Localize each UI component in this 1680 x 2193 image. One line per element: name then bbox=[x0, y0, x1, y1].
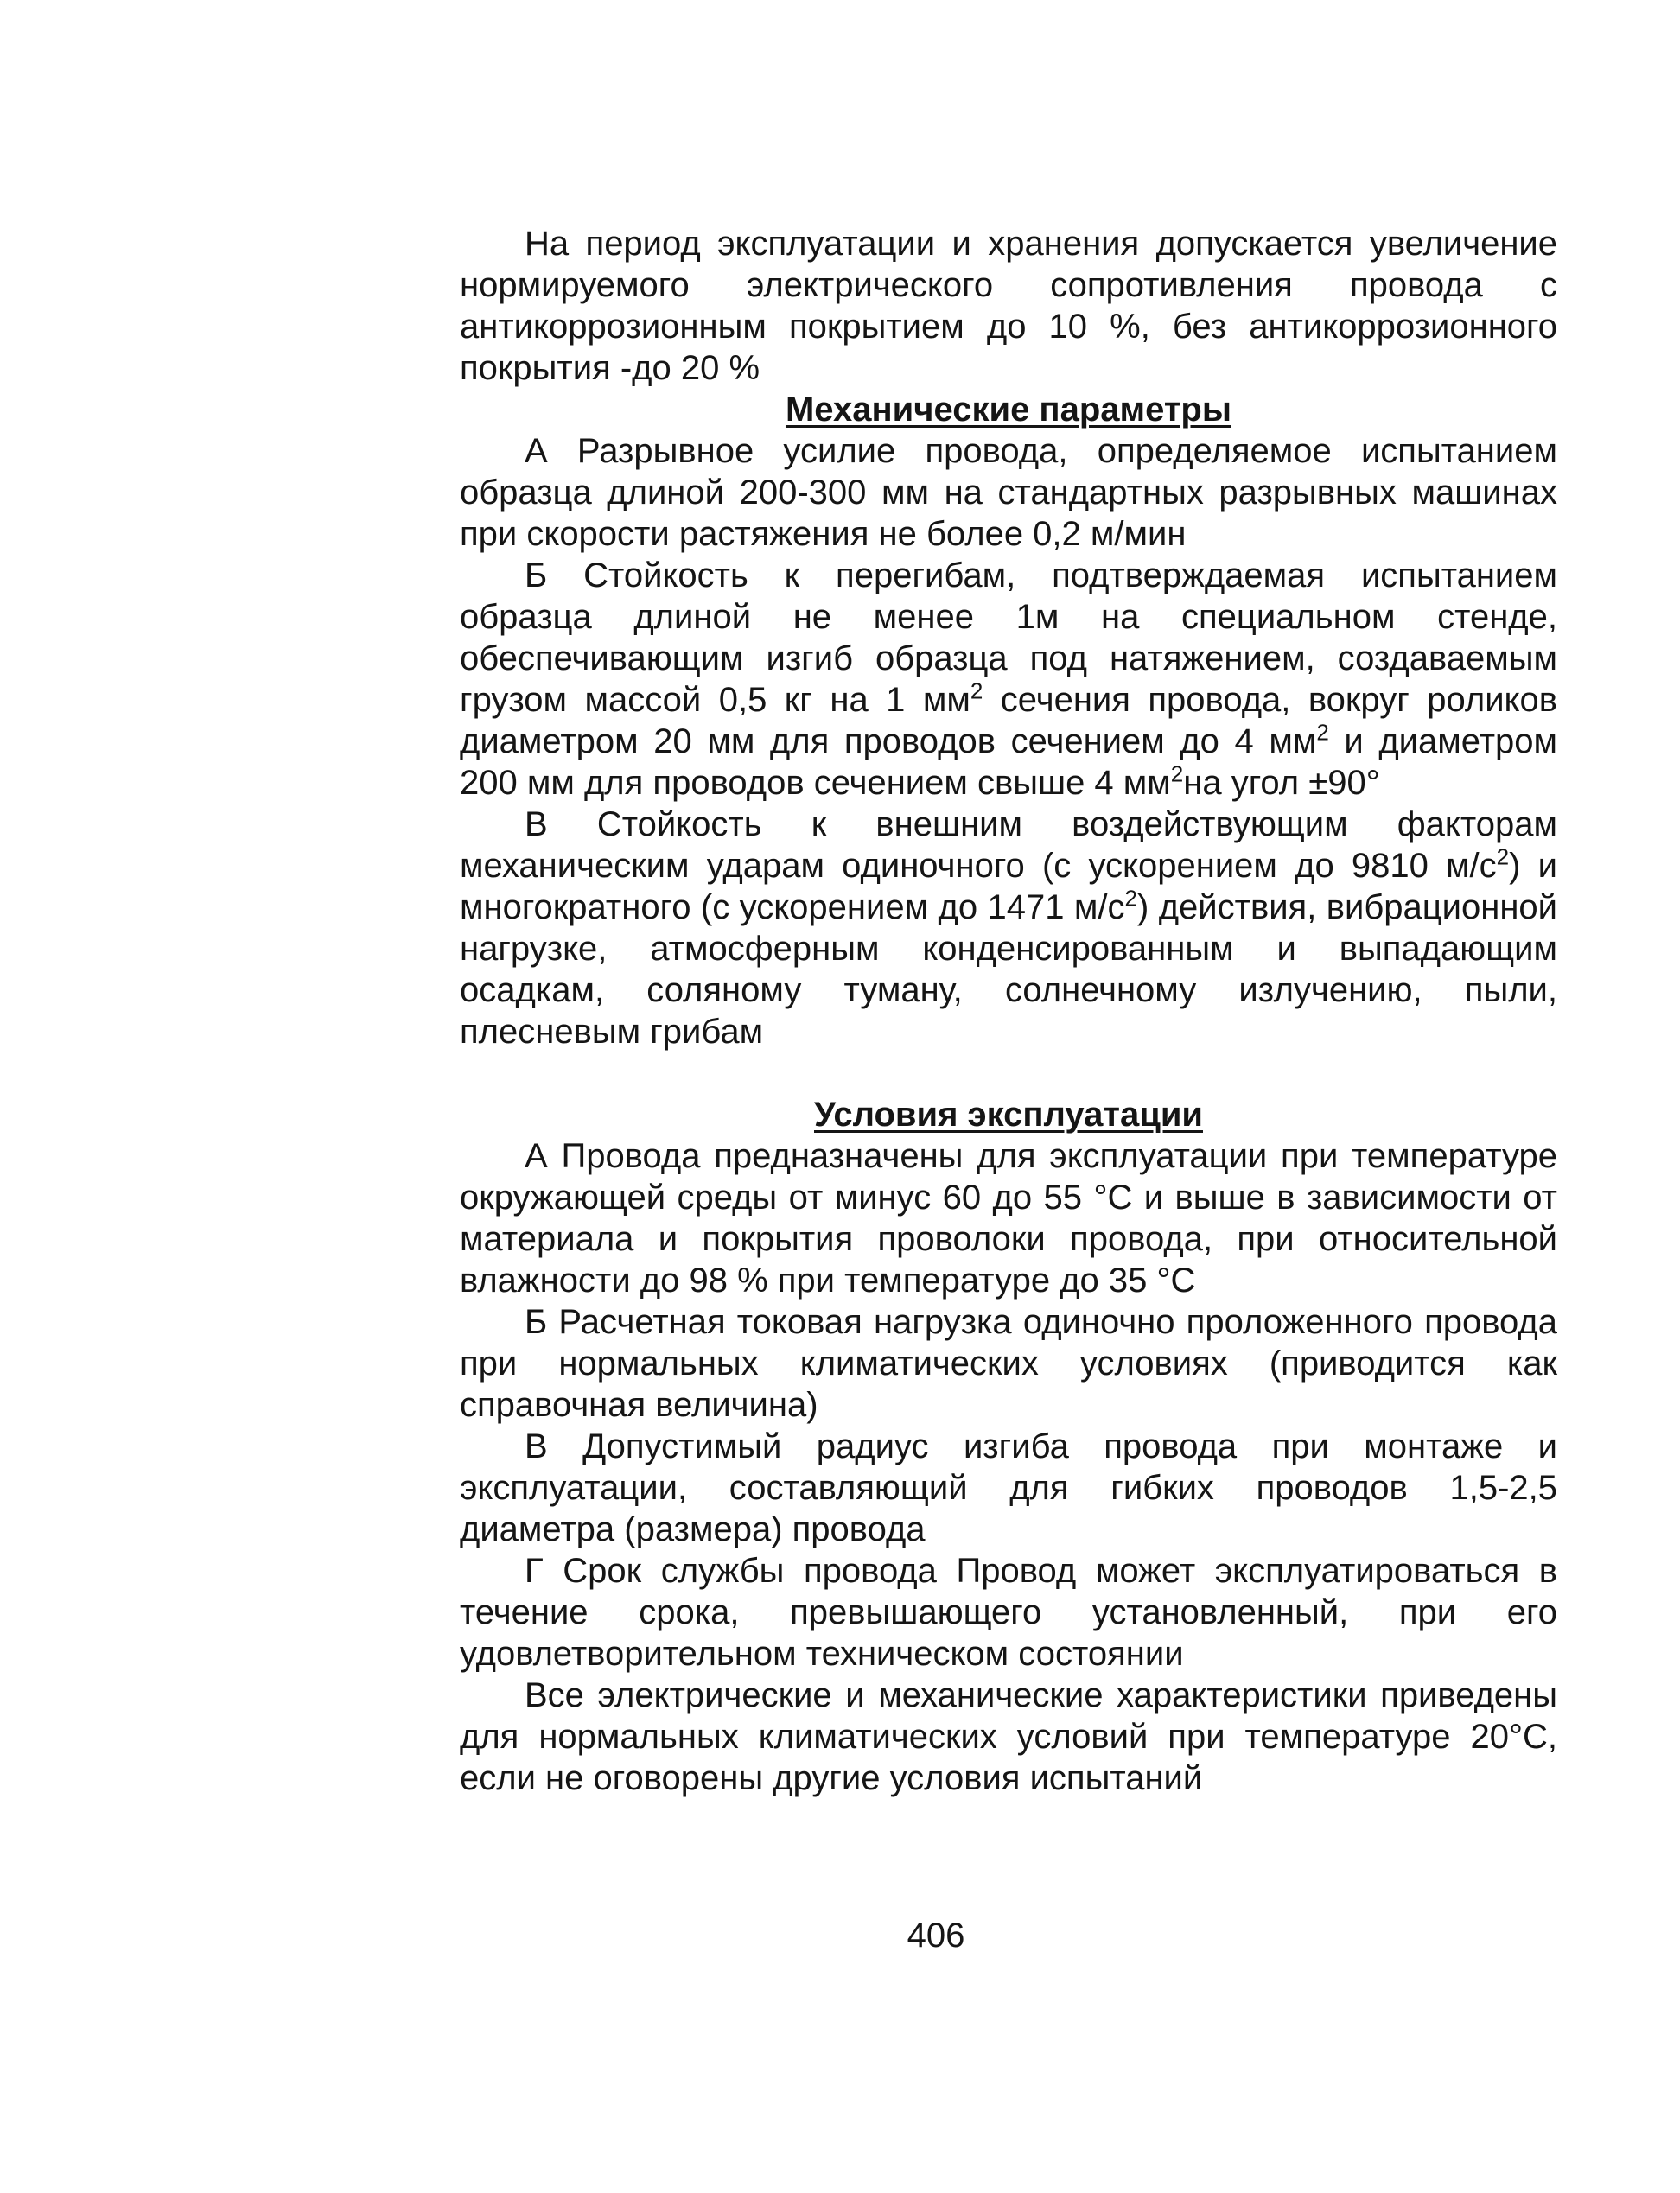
superscript: 2 bbox=[1170, 760, 1184, 787]
mechanical-item-v bbox=[460, 804, 1557, 1052]
section-gap bbox=[460, 1052, 1557, 1094]
operating-item-a: А Провода предназначены для эксплуатации при температуре окружающей среды от минус 60 до 55 °С и выше в зависимости от материала и покрытия проволоки провода, при относительной влажности до 98 % при температуре до 35 °С bbox=[460, 1137, 1557, 1300]
mechanical-item-b bbox=[460, 555, 1557, 804]
superscript: 2 bbox=[1124, 885, 1137, 912]
mechanical-item-b-text: Б Стойкость к перегибам, подтверждаемая испытанием образца длиной не менее 1м на специальном стенде, обеспечивающим изгиб образца под натяжением, создаваемым грузом массой 0,5 кг на 1 мм bbox=[460, 556, 1557, 719]
mechanical-item-v-text: ) и многократного (с ускорением до 1471 м/с bbox=[460, 847, 1557, 926]
document-page bbox=[460, 223, 1557, 1799]
closing-paragraph: Все электрические и механические характеристики приведены для нормальных климатических условий при температуре 20°С, если не оговорены другие условия испытаний bbox=[460, 1676, 1557, 1797]
mechanical-item-v-text: В Стойкость к внешним воздействующим факторам механическим ударам одиночного (с ускорением до 9810 м/с bbox=[460, 805, 1557, 885]
operating-item-v: В Допустимый радиус изгиба провода при монтаже и эксплуатации, составляющий для гибких проводов 1,5-2,5 диаметра (размера) провода bbox=[460, 1427, 1557, 1548]
mechanical-item-b-text: и диаметром 200 мм для проводов сечением свыше 4 мм bbox=[460, 722, 1558, 802]
mechanical-item-v-text: ) действия, вибрационной нагрузке, атмосферным конденсированным и выпадающим осадкам, соляному туману, солнечному излучению, пыли, плесневым грибам bbox=[460, 888, 1557, 1051]
mechanical-parameters-heading: Механические параметры bbox=[785, 391, 1231, 429]
operating-conditions-heading: Условия эксплуатации bbox=[814, 1096, 1203, 1134]
operating-item-b: Б Расчетная токовая нагрузка одиночно проложенного провода при нормальных климатических условиях (приводится как справочная величина) bbox=[460, 1303, 1557, 1424]
operating-item-g: Г Срок службы провода Провод может эксплуатироваться в течение срока, превышающего установленный, при его удовлетворительном техническом состоянии bbox=[460, 1552, 1557, 1673]
mechanical-item-a: А Разрывное усилие провода, определяемое испытанием образца длиной 200-300 мм на стандартных разрывных машинах при скорости растяжения не более 0,2 м/мин bbox=[460, 432, 1557, 553]
superscript: 2 bbox=[1496, 843, 1510, 870]
mechanical-item-b-text: на угол ±90° bbox=[1183, 764, 1380, 802]
superscript: 2 bbox=[970, 677, 983, 704]
superscript: 2 bbox=[1316, 719, 1329, 746]
page-number: 406 bbox=[907, 1916, 965, 1955]
intro-paragraph: На период эксплуатации и хранения допускается увеличение нормируемого электрического сопротивления провода с антикоррозионным покрытием до 10 %, без антикоррозионного покрытия -до 20 % bbox=[460, 225, 1557, 387]
mechanical-item-b-text: сечения провода, вокруг роликов диаметром 20 мм для проводов сечением до 4 мм bbox=[460, 681, 1557, 760]
